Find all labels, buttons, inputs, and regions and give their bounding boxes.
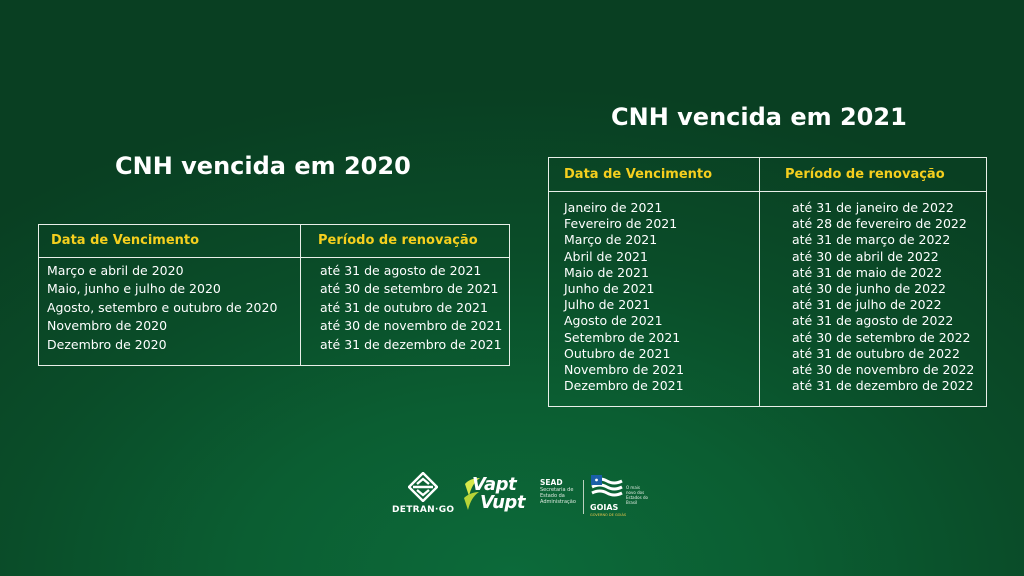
column-vencimento — [47, 262, 277, 354]
table-cell-vencimento: Março de 2021 — [564, 232, 658, 248]
table-cell-renovacao: até 30 de setembro de 2021 — [320, 281, 499, 297]
table-cell-vencimento: Novembro de 2021 — [564, 361, 685, 377]
table-cell-renovacao: até 31 de agosto de 2021 — [320, 263, 482, 278]
table-cell-vencimento: Maio de 2021 — [564, 264, 649, 280]
table-cell-vencimento: Abril de 2021 — [564, 248, 648, 264]
table-cell-vencimento: Maio, junho e julho de 2020 — [47, 281, 221, 297]
header-data-vencimento: Data de Vencimento — [564, 167, 713, 182]
goias-tagline: GOVERNO DE GOIÁS — [590, 513, 627, 517]
goias-slogan-word: dos — [637, 490, 645, 495]
sead-line: Secretaria de — [540, 487, 574, 493]
table-cell-renovacao: até 31 de julho de 2022 — [792, 297, 942, 313]
goias-slogan-word: O mais — [626, 485, 640, 490]
table-cell-renovacao: até 31 de agosto de 2022 — [792, 313, 954, 329]
header-data-vencimento: Data de Vencimento — [51, 233, 200, 248]
goias-label: GOIAS — [590, 503, 619, 512]
table-cnh-2021 — [548, 157, 987, 407]
table-cell-vencimento: Julho de 2021 — [564, 297, 651, 313]
table-cnh-2020 — [38, 224, 510, 366]
goias-slogan — [626, 485, 648, 505]
table-cell-vencimento: Novembro de 2020 — [47, 318, 168, 334]
table-cell-vencimento: Março e abril de 2020 — [47, 263, 184, 278]
table-cell-renovacao: até 30 de novembro de 2022 — [792, 361, 975, 377]
column-renovacao — [320, 262, 502, 354]
goias-slogan-word: Estados — [626, 495, 642, 500]
header-divider — [549, 191, 986, 192]
goias-logo — [590, 475, 646, 519]
vapt-text: Vapt — [472, 474, 517, 495]
table-cell-renovacao: até 31 de dezembro de 2021 — [320, 336, 502, 352]
table-cell-vencimento: Janeiro de 2021 — [564, 200, 663, 215]
table-cell-renovacao: até 31 de dezembro de 2022 — [792, 378, 974, 394]
goias-slogan-word: do — [642, 495, 648, 500]
table-cell-renovacao: até 31 de março de 2022 — [792, 232, 951, 248]
table-cell-vencimento: Setembro de 2021 — [564, 329, 681, 345]
title-cnh-2020: CNH vencida em 2020 — [115, 152, 411, 180]
detran-logo — [392, 472, 454, 524]
detran-label: DETRAN·GO — [392, 505, 455, 515]
goias-flag-icon — [590, 475, 624, 501]
column-divider — [300, 225, 301, 365]
table-cell-vencimento: Dezembro de 2020 — [47, 336, 167, 352]
table-cell-vencimento: Outubro de 2021 — [564, 345, 671, 361]
table-cell-vencimento: Dezembro de 2021 — [564, 378, 684, 394]
table-cell-renovacao: até 31 de maio de 2022 — [792, 264, 943, 280]
table-cell-renovacao: até 30 de abril de 2022 — [792, 248, 939, 264]
table-cell-renovacao: até 30 de setembro de 2022 — [792, 329, 971, 345]
table-cell-renovacao: até 30 de novembro de 2021 — [320, 318, 503, 334]
vapt-vupt-logo — [462, 474, 524, 520]
table-cell-renovacao: até 28 de fevereiro de 2022 — [792, 216, 967, 232]
logo-separator — [583, 480, 584, 514]
header-periodo-renovacao: Período de renovação — [318, 233, 478, 248]
goias-slogan-word: novo — [626, 490, 636, 495]
header-periodo-renovacao: Período de renovação — [785, 167, 945, 182]
table-cell-vencimento: Junho de 2021 — [564, 280, 655, 296]
sead-logo — [540, 478, 580, 518]
column-vencimento — [564, 200, 684, 394]
sead-title: SEAD — [540, 478, 563, 487]
detran-logo-icon — [408, 472, 438, 502]
footer-logos — [0, 466, 1024, 526]
column-renovacao — [792, 200, 974, 394]
table-cell-vencimento: Agosto, setembro e outubro de 2020 — [47, 299, 278, 315]
column-divider — [759, 158, 760, 406]
table-cell-renovacao: até 31 de outubro de 2022 — [792, 345, 960, 361]
goias-slogan-word: Brasil — [626, 500, 638, 505]
header-divider — [39, 257, 509, 258]
table-cell-renovacao: até 31 de janeiro de 2022 — [792, 200, 954, 215]
table-cell-renovacao: até 31 de outubro de 2021 — [320, 299, 488, 315]
table-cell-vencimento: Agosto de 2021 — [564, 313, 663, 329]
vupt-text: Vupt — [480, 492, 525, 513]
table-cell-vencimento: Fevereiro de 2021 — [564, 216, 678, 232]
sead-line: Administração — [540, 499, 576, 505]
title-cnh-2021: CNH vencida em 2021 — [611, 103, 907, 131]
table-cell-renovacao: até 30 de junho de 2022 — [792, 280, 946, 296]
sead-line: Estado da — [540, 493, 565, 499]
